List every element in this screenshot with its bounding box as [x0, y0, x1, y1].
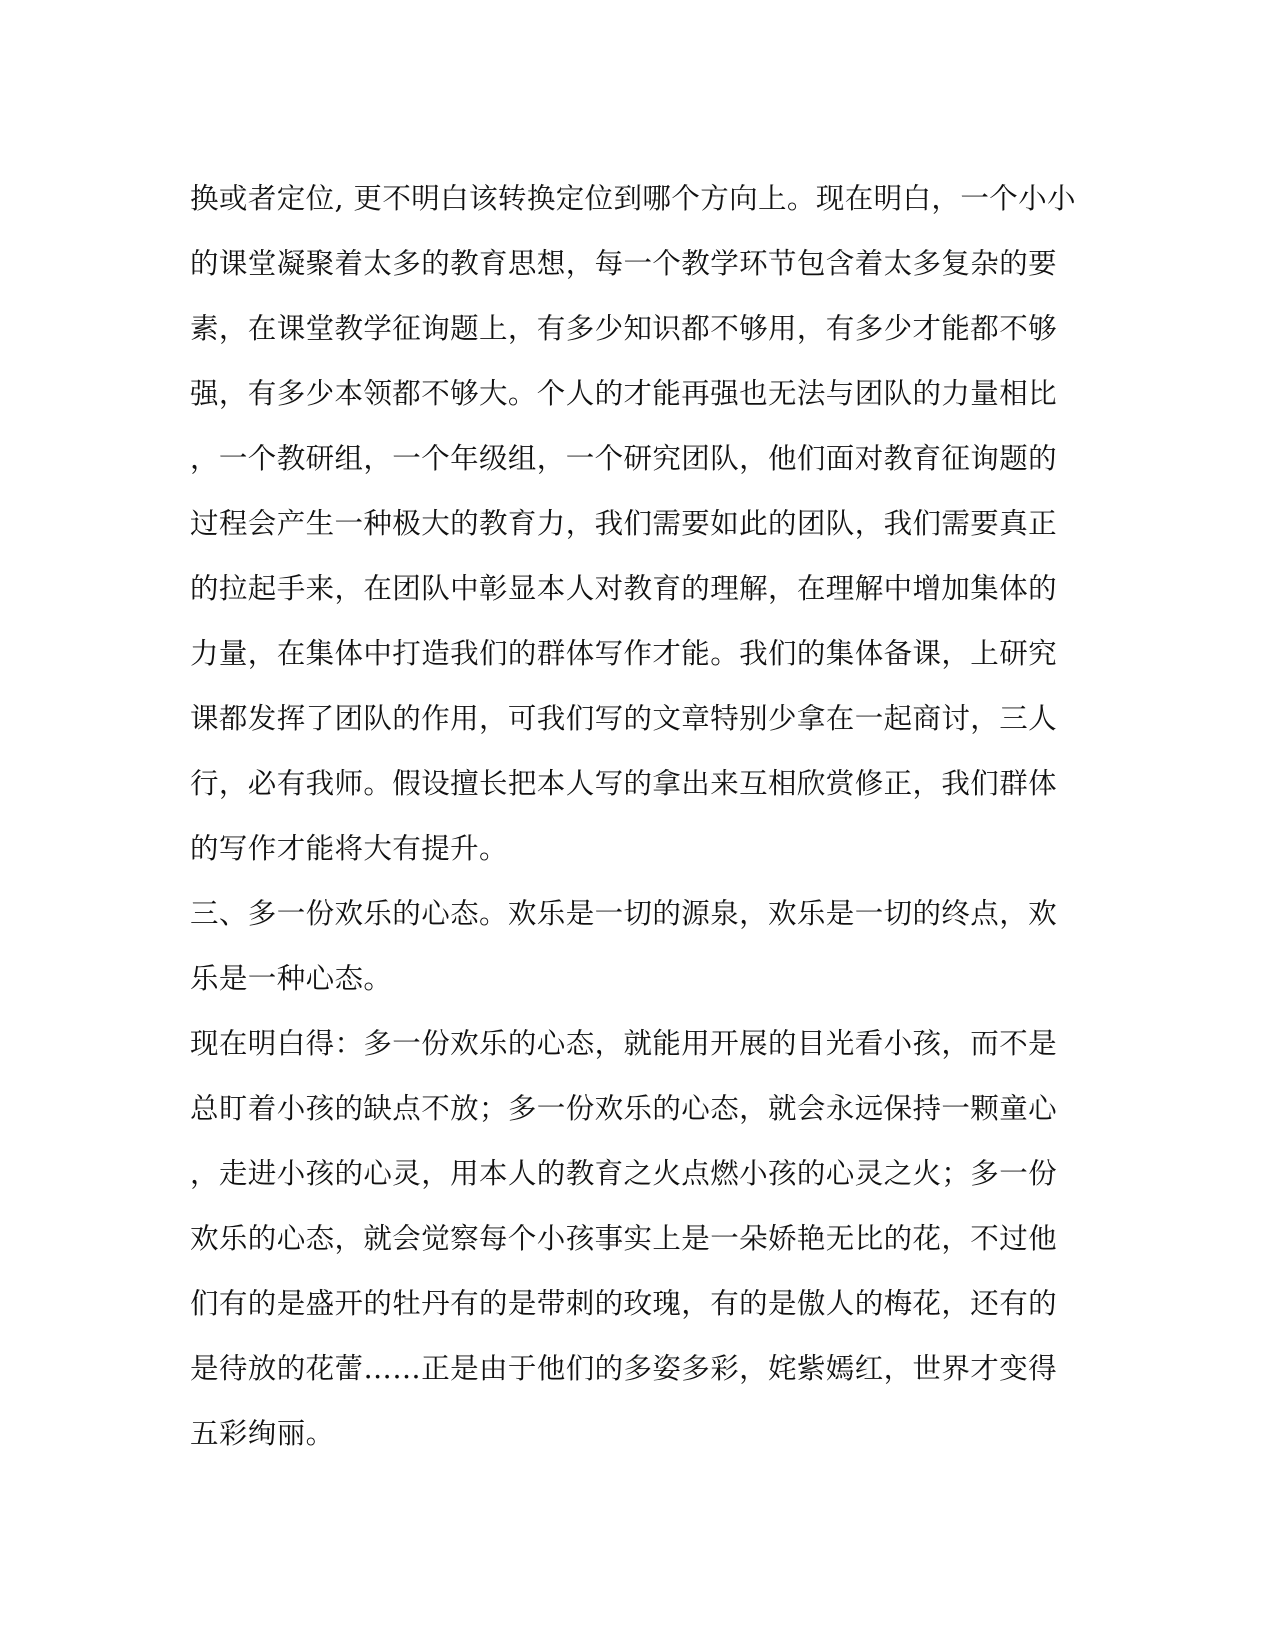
text-line: 力量，在集体中打造我们的群体写作才能。我们的集体备课，上研究: [190, 637, 1058, 670]
text-line: 是待放的花蕾……正是由于他们的多姿多彩，姹紫嫣红，世界才变得: [190, 1352, 1058, 1385]
text-line: ，一个教研组，一个年级组，一个研究团队，他们面对教育征询题的: [190, 442, 1058, 475]
section-heading-line: 三、多一份欢乐的心态。欢乐是一切的源泉，欢乐是一切的终点，欢: [190, 897, 1058, 930]
text-line: 总盯着小孩的缺点不放；多一份欢乐的心态，就会永远保持一颗童心: [190, 1092, 1058, 1125]
text-line: 行，必有我师。假设擅长把本人写的拿出来互相欣赏修正，我们群体: [190, 767, 1058, 800]
text-line: 的写作才能将大有提升。: [190, 832, 508, 865]
text-line: 的拉起手来，在团队中彰显本人对教育的理解，在理解中增加集体的: [190, 572, 1058, 605]
text-line: ，走进小孩的心灵，用本人的教育之火点燃小孩的心灵之火；多一份: [190, 1157, 1058, 1190]
text-line: 强，有多少本领都不够大。个人的才能再强也无法与团队的力量相比: [190, 377, 1058, 410]
text-line: 换或者定位, 更不明白该转换定位到哪个方向上。现在明白，一个小小: [190, 182, 1076, 215]
text-line: 现在明白得：多一份欢乐的心态，就能用开展的目光看小孩，而不是: [190, 1027, 1058, 1060]
text-line: 乐是一种心态。: [190, 962, 393, 995]
text-line: 过程会产生一种极大的教育力，我们需要如此的团队，我们需要真正: [190, 507, 1058, 540]
text-line: 素，在课堂教学征询题上，有多少知识都不够用，有多少才能都不够: [190, 312, 1058, 345]
text-line: 们有的是盛开的牡丹有的是带刺的玫瑰，有的是傲人的梅花，还有的: [190, 1287, 1058, 1320]
body-text: [190, 166, 1090, 1466]
text-line: 欢乐的心态，就会觉察每个小孩事实上是一朵娇艳无比的花，不过他: [190, 1222, 1058, 1255]
text-line: 的课堂凝聚着太多的教育思想，每一个教学环节包含着太多复杂的要: [190, 247, 1058, 280]
text-line: 五彩绚丽。: [190, 1417, 335, 1450]
text-line: 课都发挥了团队的作用，可我们写的文章特别少拿在一起商讨，三人: [190, 702, 1058, 735]
